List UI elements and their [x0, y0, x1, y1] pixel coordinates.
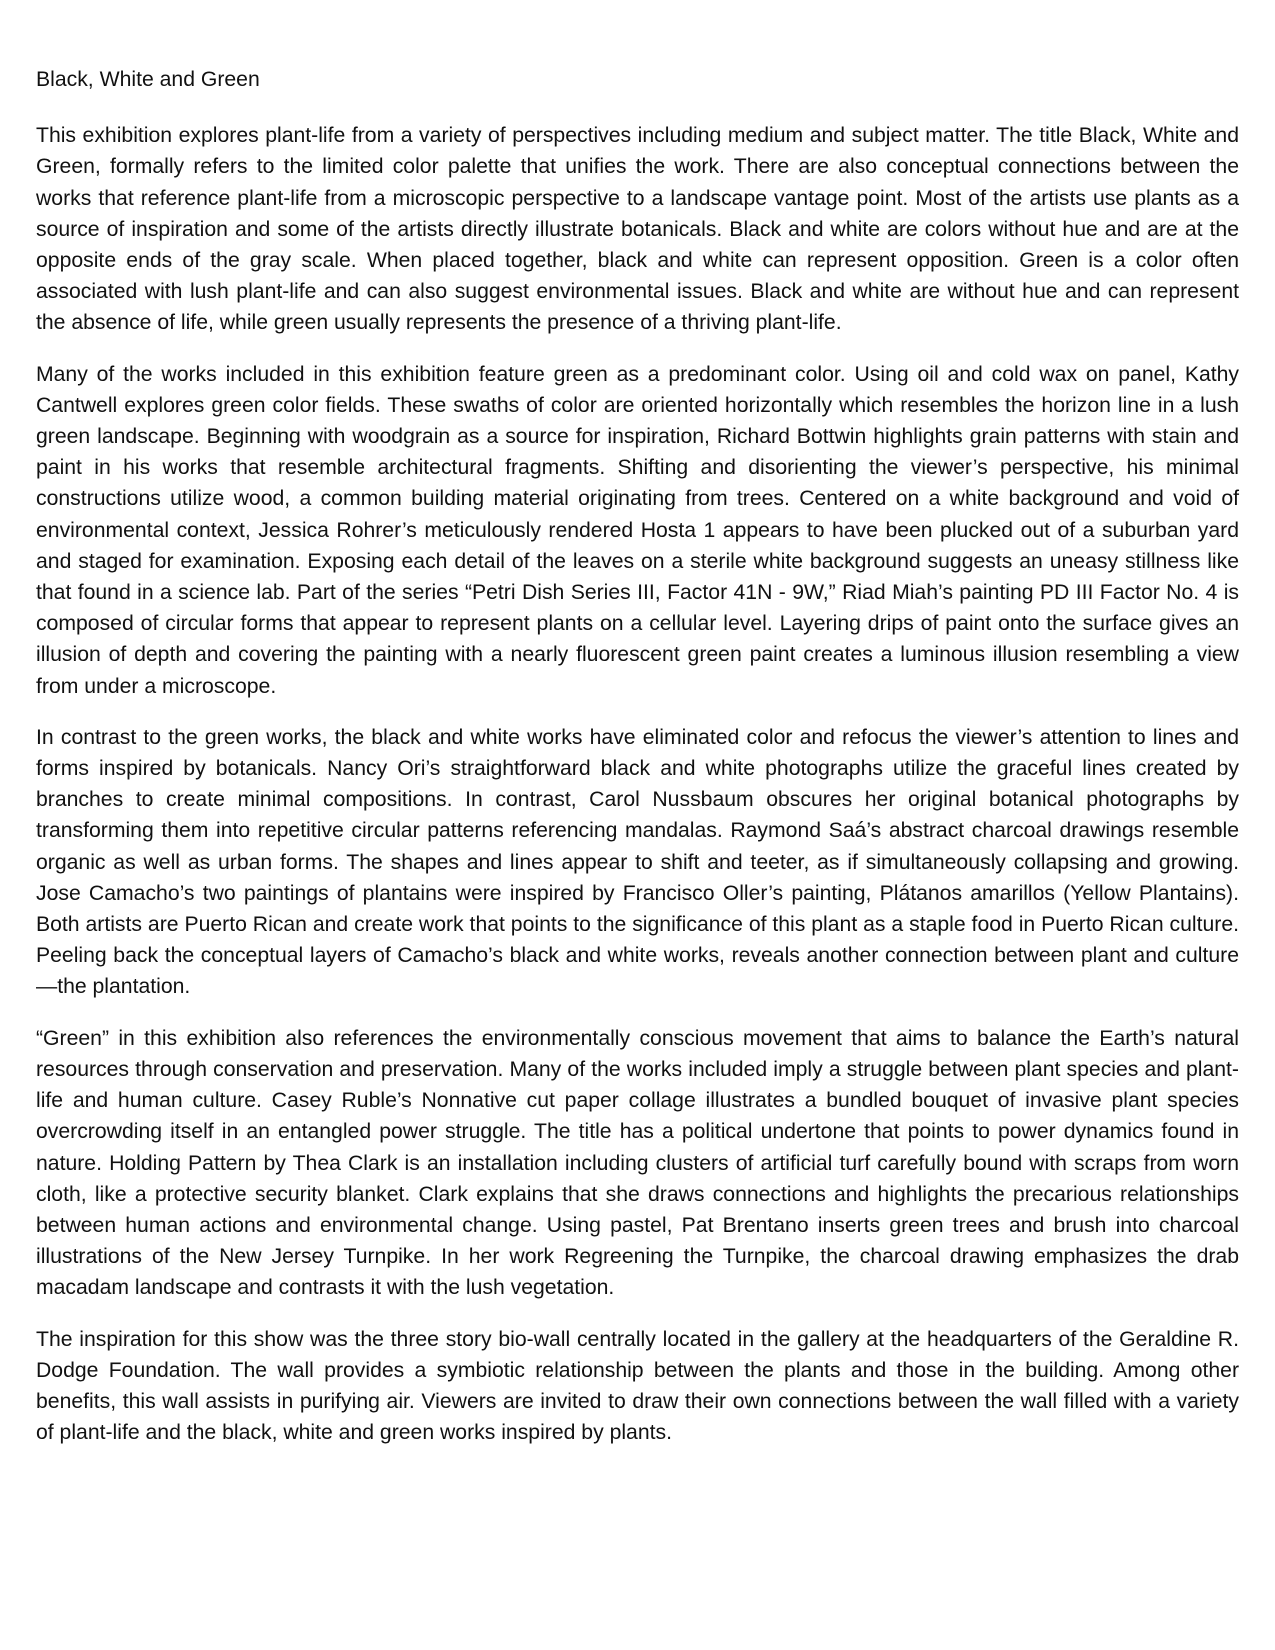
document-title: Black, White and Green [36, 68, 260, 91]
paragraph-green-works: Many of the works included in this exhibition feature green as a predominant color. Using oil and cold wax on panel, Kathy Cantwell explores green color fields. These swaths of color are oriented horizontally which resembles the horizon line in a lush green landscape. Beginning with woodgrain as a source for inspiration, Richard Bottwin highlights grain patterns with stain and paint in his works that resemble architectural fragments. Shifting and disorienting the viewer’s perspective, his minimal constructions utilize wood, a common building material originating from trees. Centered on a white background and void of environmental context, Jessica Rohrer’s meticulously rendered Hosta 1 appears to have been plucked out of a suburban yard and staged for examination. Exposing each detail of the leaves on a sterile white background suggests an uneasy stillness like that found in a science lab. Part of the series “Petri Dish Series III, Factor 41N - 9W,” Riad Miah’s painting PD III Factor No. 4 is composed of circular forms that appear to represent plants on a cellular level. Layering drips of paint onto the surface gives an illusion of depth and covering the painting with a nearly fluorescent green paint creates a luminous illusion resembling a view from under a microscope. [36, 362, 1239, 698]
paragraph-inspiration: The inspiration for this show was the three story bio-wall centrally located in the gallery at the headquarters of the Geraldine R. Dodge Foundation. The wall provides a symbiotic relationship between the plants and those in the building. Among other benefits, this wall assists in purifying air. Viewers are invited to draw their own connections between the wall filled with a variety of plant-life and the black, white and green works inspired by plants. [36, 1327, 1239, 1445]
paragraph-intro: This exhibition explores plant-life from a variety of perspectives including medium and subject matter. The title Black, White and Green, formally refers to the limited color palette that unifies the work. There are also conceptual connections between the works that reference plant-life from a microscopic perspective to a landscape vantage point. Most of the artists use plants as a source of inspiration and some of the artists directly illustrate botanicals. Black and white are colors without hue and are at the opposite ends of the gray scale. When placed together, black and white can represent opposition. Green is a color often associated with lush plant-life and can also suggest environmental issues. Black and white are without hue and can represent the absence of life, while green usually represents the presence of a thriving plant-life. [36, 124, 1239, 335]
paragraph-environmental: “Green” in this exhibition also references the environmentally conscious movement that aims to balance the Earth’s natural resources through conservation and preservation. Many of the works included imply a struggle between plant species and plant-life and human culture. Casey Ruble’s Nonnative cut paper collage illustrates a bundled bouquet of invasive plant species overcrowding itself in an entangled power struggle. The title has a political undertone that points to power dynamics found in nature. Holding Pattern by Thea Clark is an installation including clusters of artificial turf carefully bound with scraps from worn cloth, like a protective security blanket. Clark explains that she draws connections and highlights the precarious relationships between human actions and environmental change. Using pastel, Pat Brentano inserts green trees and brush into charcoal illustrations of the New Jersey Turnpike. In her work Regreening the Turnpike, the charcoal drawing emphasizes the drab macadam landscape and contrasts it with the lush vegetation. [36, 1026, 1239, 1300]
paragraph-black-white-works: In contrast to the green works, the black and white works have eliminated color and refocus the viewer’s attention to lines and forms inspired by botanicals. Nancy Ori’s straightforward black and white photographs utilize the graceful lines created by branches to create minimal compositions. In contrast, Carol Nussbaum obscures her original botanical photographs by transforming them into repetitive circular patterns referencing mandalas. Raymond Saá’s abstract charcoal drawings resemble organic as well as urban forms. The shapes and lines appear to shift and teeter, as if simultaneously collapsing and growing. Jose Camacho’s two paintings of plantains were inspired by Francisco Oller’s painting, Plátanos amarillos (Yellow Plantains). Both artists are Puerto Rican and create work that points to the significance of this plant as a staple food in Puerto Rican culture. Peeling back the conceptual layers of Camacho’s black and white works, reveals another connection between plant and culture—the plantation. [36, 725, 1239, 999]
